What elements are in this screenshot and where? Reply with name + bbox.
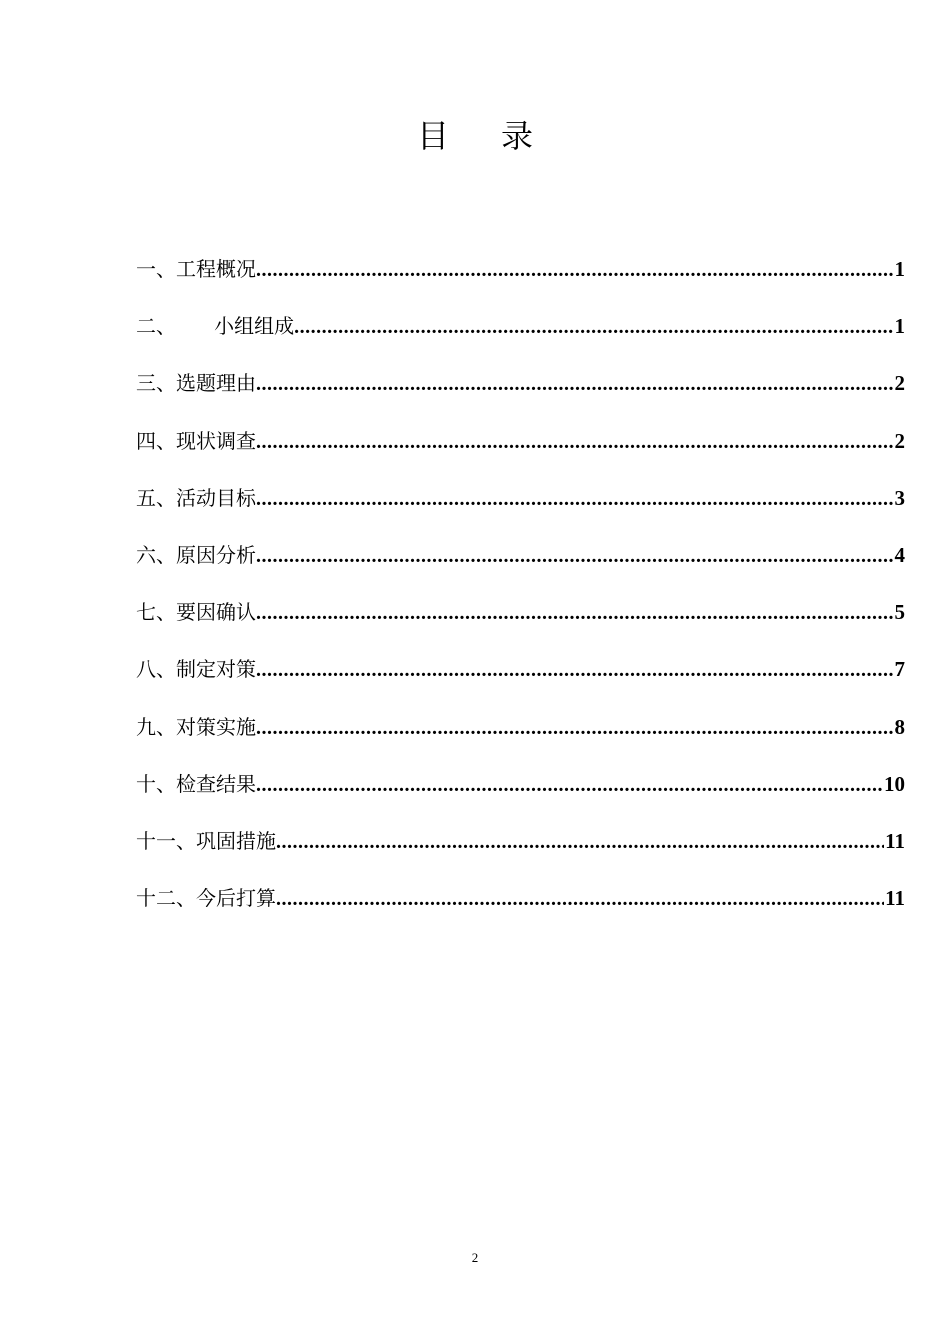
toc-entry-page: 5 [894,600,905,625]
toc-entry-label: 十、检查结果 [136,771,256,796]
toc-entry-label: 七、要因确认 [136,600,256,625]
toc-entry-page: 1 [894,314,905,339]
toc-entry-label: 十一、巩固措施 [136,828,276,853]
toc-entry[interactable] [136,824,905,881]
toc-entry-label: 六、原因分析 [136,542,256,567]
toc-entry[interactable] [136,881,905,938]
toc-dot-leader [276,882,884,916]
toc-entry[interactable] [136,538,905,595]
toc-dot-leader [256,711,894,745]
toc-dot-leader [256,425,894,459]
toc-entry-page: 1 [894,257,905,281]
toc-entry-label: 三、选题理由 [136,371,256,396]
toc-entry[interactable] [136,595,905,652]
toc-entry[interactable] [136,767,905,824]
toc-entry[interactable] [136,366,905,423]
toc-entry-page: 11 [885,886,905,911]
toc-entry[interactable] [136,710,905,767]
footer-page-number: 2 [471,1250,479,1265]
toc-entry-label: 五、活动目标 [136,485,256,510]
toc-entry-page: 10 [884,771,905,796]
toc-entry-label: 十二、今后打算 [136,886,276,911]
toc-entry-page: 3 [894,485,905,510]
toc-entry-label: 八、制定对策 [136,657,256,682]
toc-dot-leader [276,825,884,859]
toc-dot-leader [256,367,894,401]
toc-entry-label: 四、现状调查 [136,428,256,453]
toc-entry-label: 二、 小组组成 [136,314,295,339]
toc-entry-page: 7 [894,657,905,682]
toc-entry-page: 11 [885,828,905,853]
toc-entry-label: 一、工程概况 [136,257,256,281]
toc-dot-leader [256,539,894,573]
toc-dot-leader [256,596,894,630]
toc-entry[interactable] [136,424,905,481]
toc-entry-page: 8 [894,714,905,739]
title-char-1: 目 [416,117,449,155]
toc-entry[interactable] [136,481,905,538]
toc-dot-leader [294,310,893,344]
toc-entry[interactable] [136,652,905,709]
toc-entry-label: 九、对策实施 [136,714,256,739]
toc-entry[interactable] [136,252,905,309]
toc-dot-leader [256,253,894,287]
page-title [0,112,950,160]
toc-entry[interactable] [136,309,905,366]
toc-entry-page: 2 [894,428,905,453]
toc-entry-page: 4 [894,542,905,567]
table-of-contents [136,252,905,938]
toc-entry-page: 2 [894,371,905,396]
toc-dot-leader [256,768,883,802]
title-char-2: 录 [501,117,534,155]
toc-dot-leader [256,482,894,516]
toc-dot-leader [256,653,894,687]
